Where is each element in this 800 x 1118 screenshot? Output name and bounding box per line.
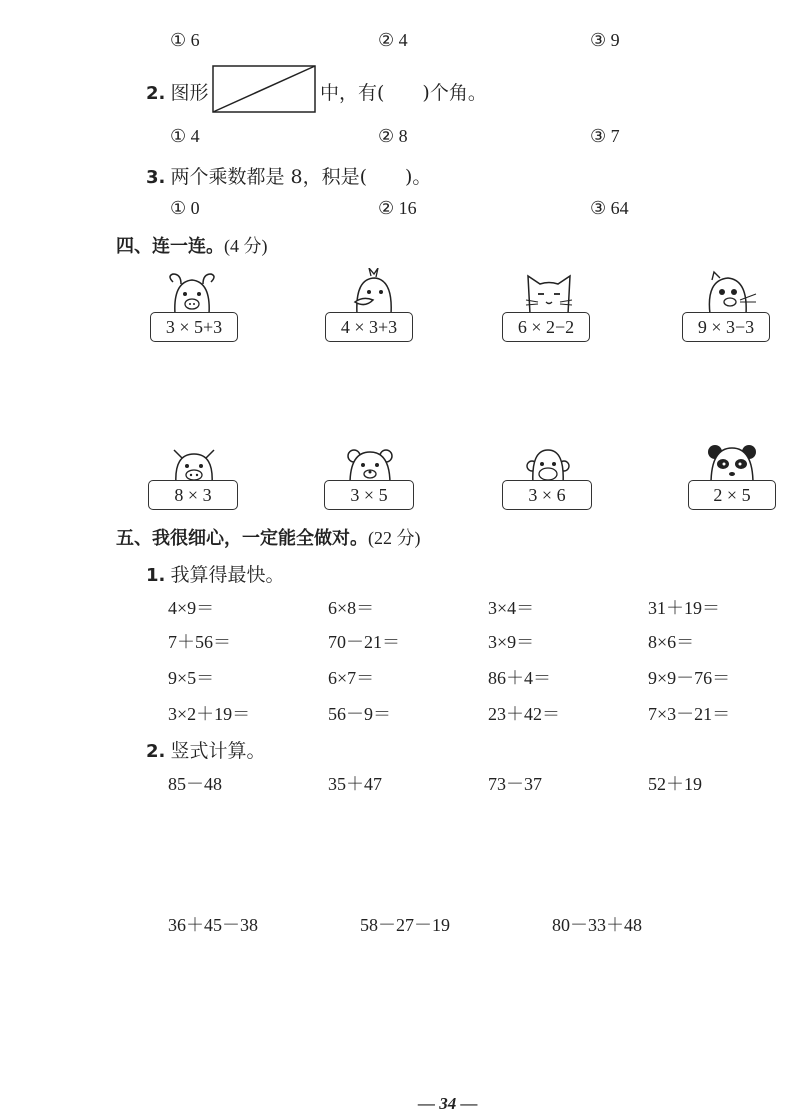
part-2-title: 竖式计算。 — [170, 740, 266, 762]
bear-icon — [344, 446, 396, 484]
part-1-heading — [146, 560, 284, 587]
cat-icon — [522, 272, 576, 314]
question-3 — [146, 162, 431, 189]
duck-icon — [345, 268, 399, 314]
vertical-calc-item: 58－27－19 — [360, 915, 450, 935]
expression-card-top-3[interactable]: 6 × 2−2 — [502, 312, 590, 342]
calc-item: 31＋19＝ — [648, 598, 720, 618]
q2-option-1: ① 4 — [170, 126, 200, 146]
expression-card-bottom-4[interactable]: 2 × 5 — [688, 480, 776, 510]
calc-item: 3×9＝ — [488, 632, 535, 652]
part-2-number: 2. — [146, 741, 166, 762]
part-2-heading — [146, 736, 265, 763]
page-number: — 34 — — [418, 1094, 478, 1113]
calc-item: 6×8＝ — [328, 598, 375, 618]
part-1-number: 1. — [146, 565, 166, 586]
expression-card-bottom-1[interactable]: 8 × 3 — [148, 480, 238, 510]
q3-option-1: ① 0 — [170, 198, 200, 218]
rectangle-diagonal-figure — [212, 65, 316, 113]
calc-item: 70－21＝ — [328, 632, 400, 652]
vertical-calc-item: 52＋19 — [648, 774, 702, 794]
squirrel-icon — [700, 270, 758, 314]
calc-item: 56－9＝ — [328, 704, 391, 724]
section-5-title: 五、我很细心，一定能全做对。 — [116, 528, 368, 549]
calc-item: 6×7＝ — [328, 668, 375, 688]
question-2-text-before: 图形 — [170, 82, 209, 104]
expression-card-bottom-2[interactable]: 3 × 5 — [324, 480, 414, 510]
monkey-icon — [525, 446, 571, 484]
section-4-heading — [116, 232, 268, 258]
section-5-heading — [116, 524, 421, 550]
q3-option-3: ③ 64 — [590, 198, 629, 218]
vertical-calc-item: 36＋45－38 — [168, 915, 258, 935]
expression-card-top-4[interactable]: 9 × 3−3 — [682, 312, 770, 342]
pig-icon — [168, 446, 220, 484]
calc-item: 9×5＝ — [168, 668, 215, 688]
vertical-calc-item: 35＋47 — [328, 774, 382, 794]
calc-item: 23＋42＝ — [488, 704, 560, 724]
calc-item: 9×9－76＝ — [648, 668, 731, 688]
calc-item: 7×3－21＝ — [648, 704, 731, 724]
calc-item: 8×6＝ — [648, 632, 695, 652]
q1-option-2: ② 4 — [378, 30, 408, 50]
expression-card-top-2[interactable]: 4 × 3+3 — [325, 312, 413, 342]
question-2-number: 2. — [146, 83, 166, 104]
calc-item: 86＋4＝ — [488, 668, 551, 688]
vertical-calc-item: 73－37 — [488, 774, 542, 794]
panda-icon — [705, 442, 759, 484]
section-4-title: 四、连一连。 — [116, 236, 224, 257]
question-2-text-after: 中，有( )个角。 — [320, 82, 487, 104]
q2-option-3: ③ 7 — [590, 126, 620, 146]
vertical-calc-item: 80－33＋48 — [552, 915, 642, 935]
section-4-points: (4 分) — [224, 236, 268, 256]
vertical-calc-item: 85－48 — [168, 774, 222, 794]
question-2 — [146, 78, 208, 105]
expression-card-top-1[interactable]: 3 × 5+3 — [150, 312, 238, 342]
question-3-number: 3. — [146, 167, 166, 188]
q1-option-1: ① 6 — [170, 30, 200, 50]
part-1-title: 我算得最快。 — [170, 564, 285, 586]
calc-item: 4×9＝ — [168, 598, 215, 618]
expression-card-bottom-3[interactable]: 3 × 6 — [502, 480, 592, 510]
section-5-points: (22 分) — [368, 528, 421, 548]
dog-icon — [165, 272, 219, 314]
calc-item: 7＋56＝ — [168, 632, 231, 652]
question-3-text: 两个乘数都是 8，积是( )。 — [170, 166, 432, 188]
q3-option-2: ② 16 — [378, 198, 417, 218]
calc-item: 3×4＝ — [488, 598, 535, 618]
q1-option-3: ③ 9 — [590, 30, 620, 50]
q2-option-2: ② 8 — [378, 126, 408, 146]
calc-item: 3×2＋19＝ — [168, 704, 251, 724]
